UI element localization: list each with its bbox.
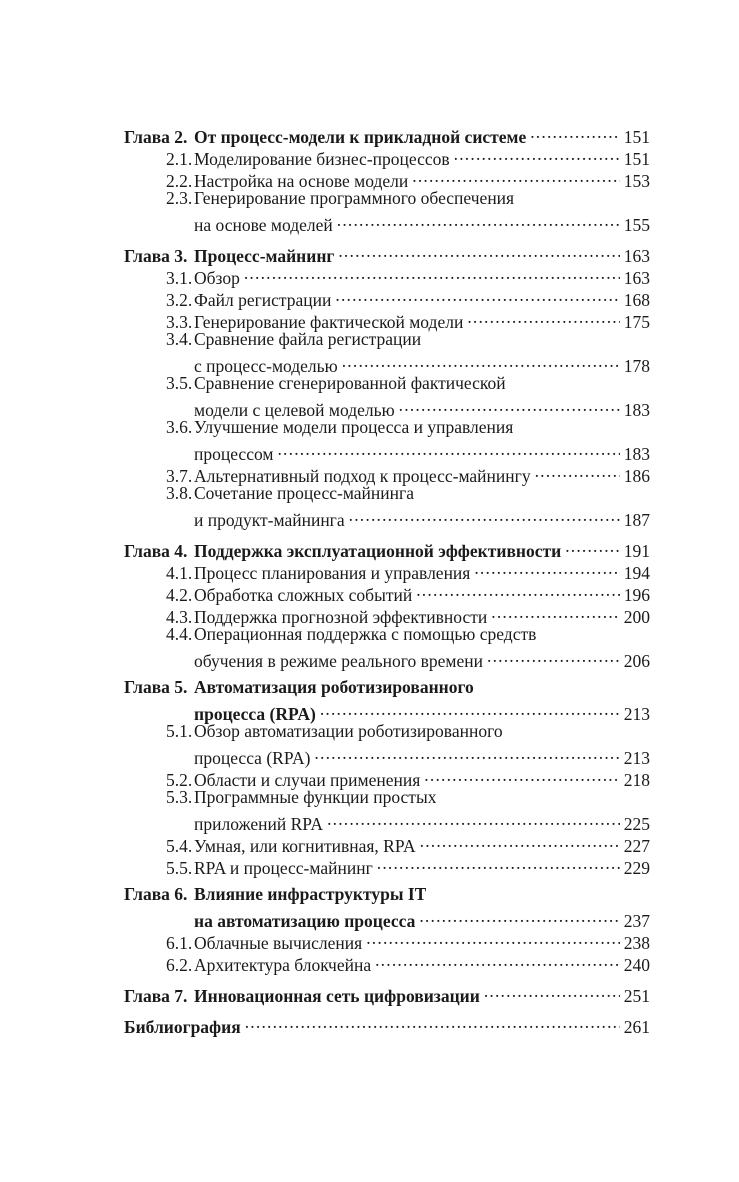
toc-chapter-line [124, 121, 650, 147]
section-number [124, 786, 194, 808]
leader-dots [377, 852, 620, 874]
leader-dots [424, 764, 619, 786]
section-title: Сочетание процесс-майнинга [194, 483, 414, 503]
toc-chapter [124, 980, 650, 1006]
section-number [124, 289, 194, 311]
section-title: Обработка сложных событий [194, 585, 413, 605]
section-title: Настройка на основе модели [194, 171, 409, 191]
page-number: 168 [623, 290, 650, 310]
toc-section-line [124, 350, 650, 376]
section-title: с процесс-моделью [194, 356, 338, 376]
toc-chapter-line [124, 676, 650, 698]
section-number-text: 3.5. [166, 373, 193, 393]
toc-chapter-line [124, 535, 650, 561]
page-number: 213 [623, 748, 650, 768]
section-number-text: 3.7. [166, 466, 193, 486]
leader-dots [419, 905, 619, 927]
page-number: 151 [623, 149, 650, 169]
section-title: Области и случаи применения [194, 770, 421, 790]
page-number: 206 [623, 651, 650, 671]
toc-section-line [124, 328, 650, 350]
chapter-label: Глава 4. [124, 541, 188, 561]
page-number: 213 [623, 704, 650, 724]
section-title: Файл регистрации [194, 290, 332, 310]
section-number-text: 2.3. [166, 188, 193, 208]
section-title: модели с целевой моделью [194, 400, 395, 420]
section-number-text: 6.1. [166, 933, 193, 953]
toc-bibliography-line [124, 1011, 650, 1037]
chapter-title: Инновационная сеть цифровизации [194, 986, 480, 1006]
page-number: 186 [623, 466, 650, 486]
toc-chapter-line [124, 905, 650, 931]
section-title: Улучшение модели процесса и управления [194, 417, 514, 437]
section-title: Программные функции простых [194, 787, 437, 807]
section-number-text: 4.4. [166, 624, 193, 644]
table-of-contents [124, 121, 650, 1042]
toc-section-line [124, 742, 650, 768]
toc-chapter [124, 535, 650, 671]
toc-section-line [124, 209, 650, 235]
section-number-text: 5.4. [166, 836, 193, 856]
section-number [124, 720, 194, 742]
toc-section-line [124, 504, 650, 530]
page-number: 183 [623, 444, 650, 464]
section-number [124, 482, 194, 504]
section-number [124, 148, 194, 170]
leader-dots [487, 645, 620, 667]
section-number [124, 187, 194, 209]
toc-section-line [124, 808, 650, 834]
toc-section-line [124, 645, 650, 671]
page-number: 155 [623, 215, 650, 235]
section-title: Процесс планирования и управления [194, 563, 471, 583]
leader-dots [474, 557, 619, 579]
leader-dots [244, 262, 620, 284]
section-title: RPA и процесс-майнинг [194, 858, 373, 878]
section-title: Сравнение сгенерированной фактической [194, 373, 506, 393]
page-number: 238 [623, 933, 650, 953]
toc-chapter-line [124, 240, 650, 266]
section-title: и продукт-майнинга [194, 510, 345, 530]
section-number-text: 5.3. [166, 787, 193, 807]
page-number: 194 [623, 563, 650, 583]
leader-dots [420, 830, 620, 852]
section-number [124, 584, 194, 606]
toc-section-line [124, 416, 650, 438]
leader-dots [375, 949, 620, 971]
section-number [124, 372, 194, 394]
leader-dots [277, 438, 619, 460]
page-number: 227 [623, 836, 650, 856]
leader-dots [366, 927, 620, 949]
leader-dots [467, 306, 619, 328]
section-number-text: 3.6. [166, 417, 193, 437]
leader-dots [399, 394, 620, 416]
leader-dots [337, 209, 620, 231]
toc-section-line [124, 372, 650, 394]
section-number-text: 2.2. [166, 171, 193, 191]
section-title: приложений RPA [194, 814, 324, 834]
chapter-title: на автоматизацию процесса [194, 911, 416, 931]
section-title: Поддержка прогнозной эффективности [194, 607, 488, 627]
section-title: Сравнение файла регистрации [194, 329, 422, 349]
section-number-text: 3.3. [166, 312, 193, 332]
toc-bibliography [124, 1011, 650, 1037]
page-number: 229 [623, 858, 650, 878]
section-number [124, 267, 194, 289]
toc-section-line [124, 720, 650, 742]
chapter-label: Глава 3. [124, 246, 188, 266]
leader-dots [342, 350, 620, 372]
toc-chapter [124, 883, 650, 975]
section-title: Умная, или когнитивная, RPA [194, 836, 416, 856]
section-title: на основе моделей [194, 215, 333, 235]
section-number-text: 4.1. [166, 563, 193, 583]
page-number: 218 [623, 770, 650, 790]
chapter-title: Автоматизация роботизированного [194, 677, 474, 697]
page-number: 187 [623, 510, 650, 530]
leader-dots [565, 535, 620, 557]
toc-chapter-line [124, 980, 650, 1006]
page-number: 251 [623, 986, 650, 1006]
page-number: 240 [623, 955, 650, 975]
section-number [124, 328, 194, 350]
leader-dots [338, 240, 619, 262]
section-number-text: 3.2. [166, 290, 193, 310]
section-number-text: 4.3. [166, 607, 193, 627]
chapter-title: Влияние инфраструктуры IT [194, 884, 427, 904]
toc-section-line [124, 394, 650, 420]
section-title: обучения в режиме реального времени [194, 651, 483, 671]
section-number-text: 2.1. [166, 149, 193, 169]
chapter-label: Глава 7. [124, 986, 188, 1006]
page-number: 151 [623, 127, 650, 147]
toc-section-line [124, 623, 650, 645]
page-number: 200 [623, 607, 650, 627]
page-number: 163 [623, 246, 650, 266]
toc-chapter [124, 240, 650, 530]
page-number: 183 [623, 400, 650, 420]
section-title: Облачные вычисления [194, 933, 363, 953]
chapter-label: Глава 6. [124, 884, 188, 904]
section-number [124, 857, 194, 879]
chapter-title: процесса (RPA) [194, 704, 316, 724]
leader-dots [535, 460, 620, 482]
leader-dots [349, 504, 620, 526]
section-title: Альтернативный подход к процесс-майнингу [194, 466, 531, 486]
section-number-text: 3.1. [166, 268, 193, 288]
leader-dots [412, 165, 620, 187]
bibliography-title: Библиография [124, 1017, 241, 1037]
section-title: Генерирование фактической модели [194, 312, 464, 332]
leader-dots [416, 579, 620, 601]
section-number-text: 3.4. [166, 329, 193, 349]
toc-chapter-line [124, 698, 650, 724]
section-title: процесса (RPA) [194, 748, 311, 768]
page-number: 196 [623, 585, 650, 605]
chapter-title: Процесс-майнинг [194, 246, 335, 266]
toc-chapter [124, 121, 650, 235]
leader-dots [491, 601, 620, 623]
toc-section-line [124, 438, 650, 464]
section-title: Генерирование программного обеспечения [194, 188, 515, 208]
leader-dots [327, 808, 620, 830]
page-number: 191 [623, 541, 650, 561]
section-number [124, 954, 194, 976]
page-number: 261 [623, 1017, 650, 1037]
leader-dots [454, 143, 620, 165]
leader-dots [314, 742, 619, 764]
section-number [124, 932, 194, 954]
leader-dots [320, 698, 620, 720]
section-number-text: 3.8. [166, 483, 193, 503]
page-number: 237 [623, 911, 650, 931]
toc-chapter-line [124, 883, 650, 905]
chapter-label: Глава 2. [124, 127, 188, 147]
chapter-label: Глава 5. [124, 677, 188, 697]
section-number [124, 416, 194, 438]
toc-chapter [124, 676, 650, 878]
section-number-text: 5.2. [166, 770, 193, 790]
toc-section-line [124, 786, 650, 808]
toc-section-line [124, 482, 650, 504]
leader-dots [335, 284, 619, 306]
section-title: Обзор [194, 268, 240, 288]
page-number: 163 [623, 268, 650, 288]
section-title: Архитектура блокчейна [194, 955, 372, 975]
page-number: 175 [623, 312, 650, 332]
leader-dots [484, 980, 620, 1002]
page-number: 178 [623, 356, 650, 376]
leader-dots [245, 1011, 620, 1033]
toc-section-line [124, 187, 650, 209]
section-title: Операционная поддержка с помощью средств [194, 624, 537, 644]
page-number: 153 [623, 171, 650, 191]
section-number-text: 6.2. [166, 955, 193, 975]
section-title: Обзор автоматизации роботизированного [194, 721, 503, 741]
section-title: процессом [194, 444, 274, 464]
section-title: Моделирование бизнес-процессов [194, 149, 450, 169]
leader-dots [530, 121, 620, 143]
section-number-text: 4.2. [166, 585, 193, 605]
section-number-text: 5.1. [166, 721, 193, 741]
section-number-text: 5.5. [166, 858, 193, 878]
section-number [124, 623, 194, 645]
section-number [124, 562, 194, 584]
chapter-title: От процесс-модели к прикладной системе [194, 127, 527, 147]
section-number [124, 835, 194, 857]
page-number: 225 [623, 814, 650, 834]
chapter-title: Поддержка эксплуатационной эффективности [194, 541, 562, 561]
